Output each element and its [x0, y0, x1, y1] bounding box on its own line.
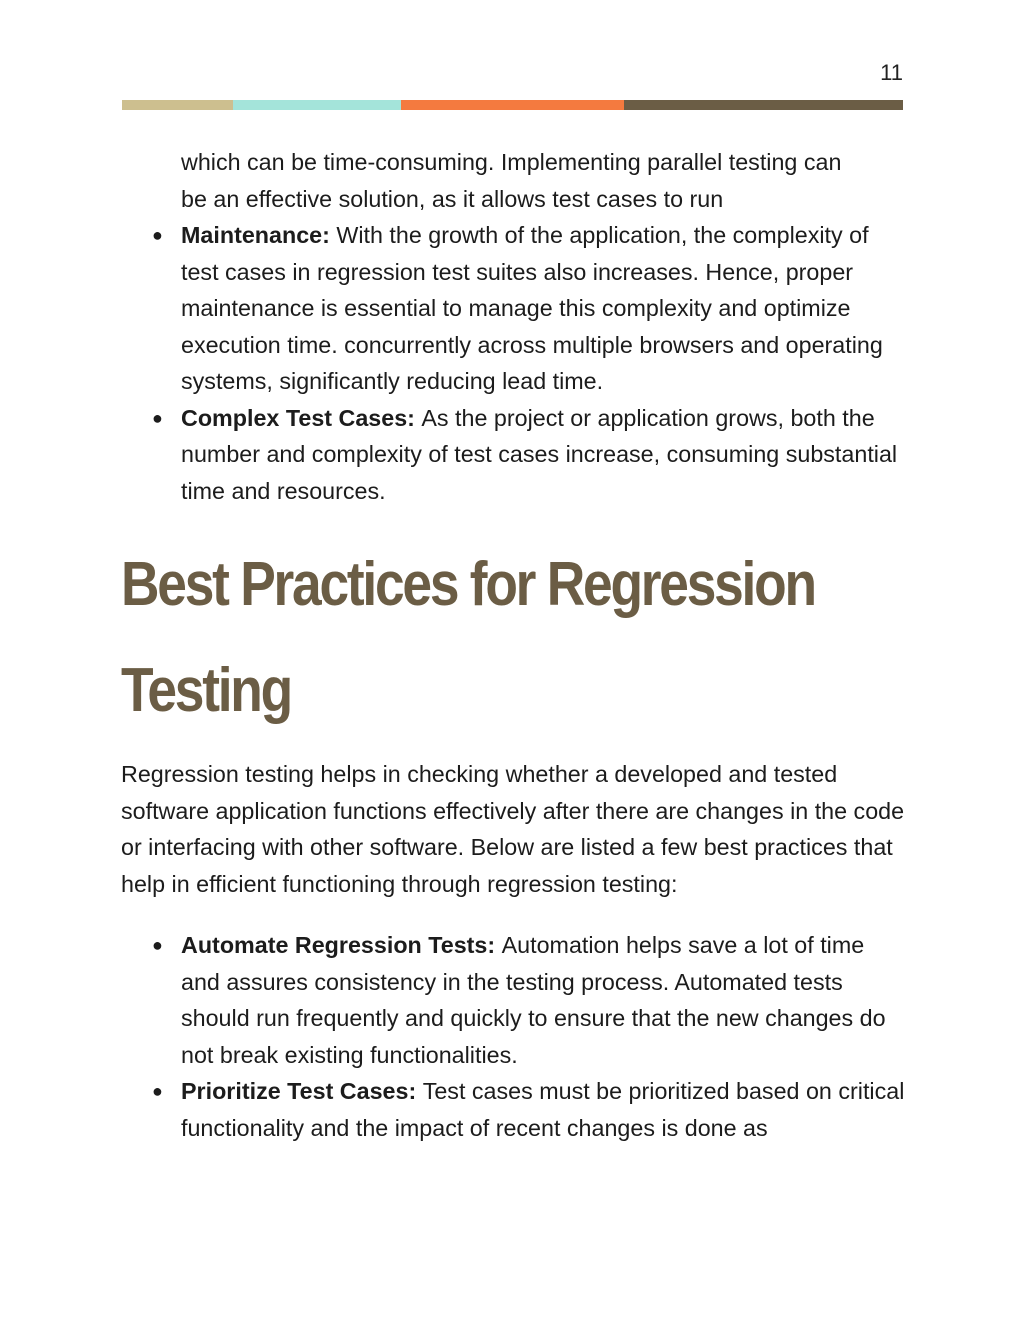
list-item-title: Complex Test Cases: [181, 404, 422, 431]
list-item-text: Test cases must be prioritized based on critical functionality and the impact of recent changes is done as [181, 1078, 905, 1141]
list-item-title: Maintenance: [181, 222, 337, 248]
section-intro-paragraph: Regression testing helps in checking whether a developed and tested software application functions effectively after there are changes in the code or interfacing with other software. Below are listed a few best practices that help in efficient functioning through regression testing: [121, 761, 905, 897]
list-item-title: Prioritize Test Cases: [181, 1078, 423, 1104]
bullet-icon: ● [152, 1081, 163, 1101]
page-content [121, 144, 905, 1146]
list-item-text: As the project or application grows, both the number and complexity of test cases increase, consuming substantial time and resources. [181, 404, 898, 504]
bullet-icon: ● [152, 935, 163, 955]
list-item [121, 927, 905, 1073]
header-bar-segment-4 [624, 100, 903, 110]
header-color-bar [122, 100, 903, 110]
continuation-text-line-2: be an effective solution, as it allows test cases to run [181, 185, 724, 212]
section-heading-line-1: Best Practices for Regression [121, 550, 815, 619]
header-bar-segment-3 [401, 100, 624, 110]
list-item [121, 1073, 905, 1146]
list-item-text: With the growth of the application, the complexity of test cases in regression test suites also increases. Hence, proper maintenance is essential to manage this complexity and optimize execution time. concurrently across multiple browsers and operating systems, significantly reducing lead time. [181, 222, 883, 394]
section-heading-line-2: Testing [121, 656, 291, 725]
bullet-icon: ● [152, 225, 163, 245]
continuation-text-line-1: which can be time-consuming. Implementing parallel testing can [181, 149, 842, 175]
list-item-title: Automate Regression Tests: [181, 932, 502, 958]
page-number: 11 [880, 60, 903, 85]
header-bar-segment-2 [233, 100, 401, 110]
challenges-list [121, 217, 905, 509]
header-bar-segment-1 [122, 100, 233, 110]
list-item [121, 400, 905, 510]
bullet-icon: ● [152, 407, 163, 428]
best-practices-list [121, 927, 905, 1146]
list-item [121, 217, 905, 400]
list-item-text: Automation helps save a lot of time and assures consistency in the testing process. Automated tests should run frequently and quickly to ensure that the new changes do not break existing functionalities. [181, 932, 886, 1068]
section-heading [121, 532, 895, 744]
